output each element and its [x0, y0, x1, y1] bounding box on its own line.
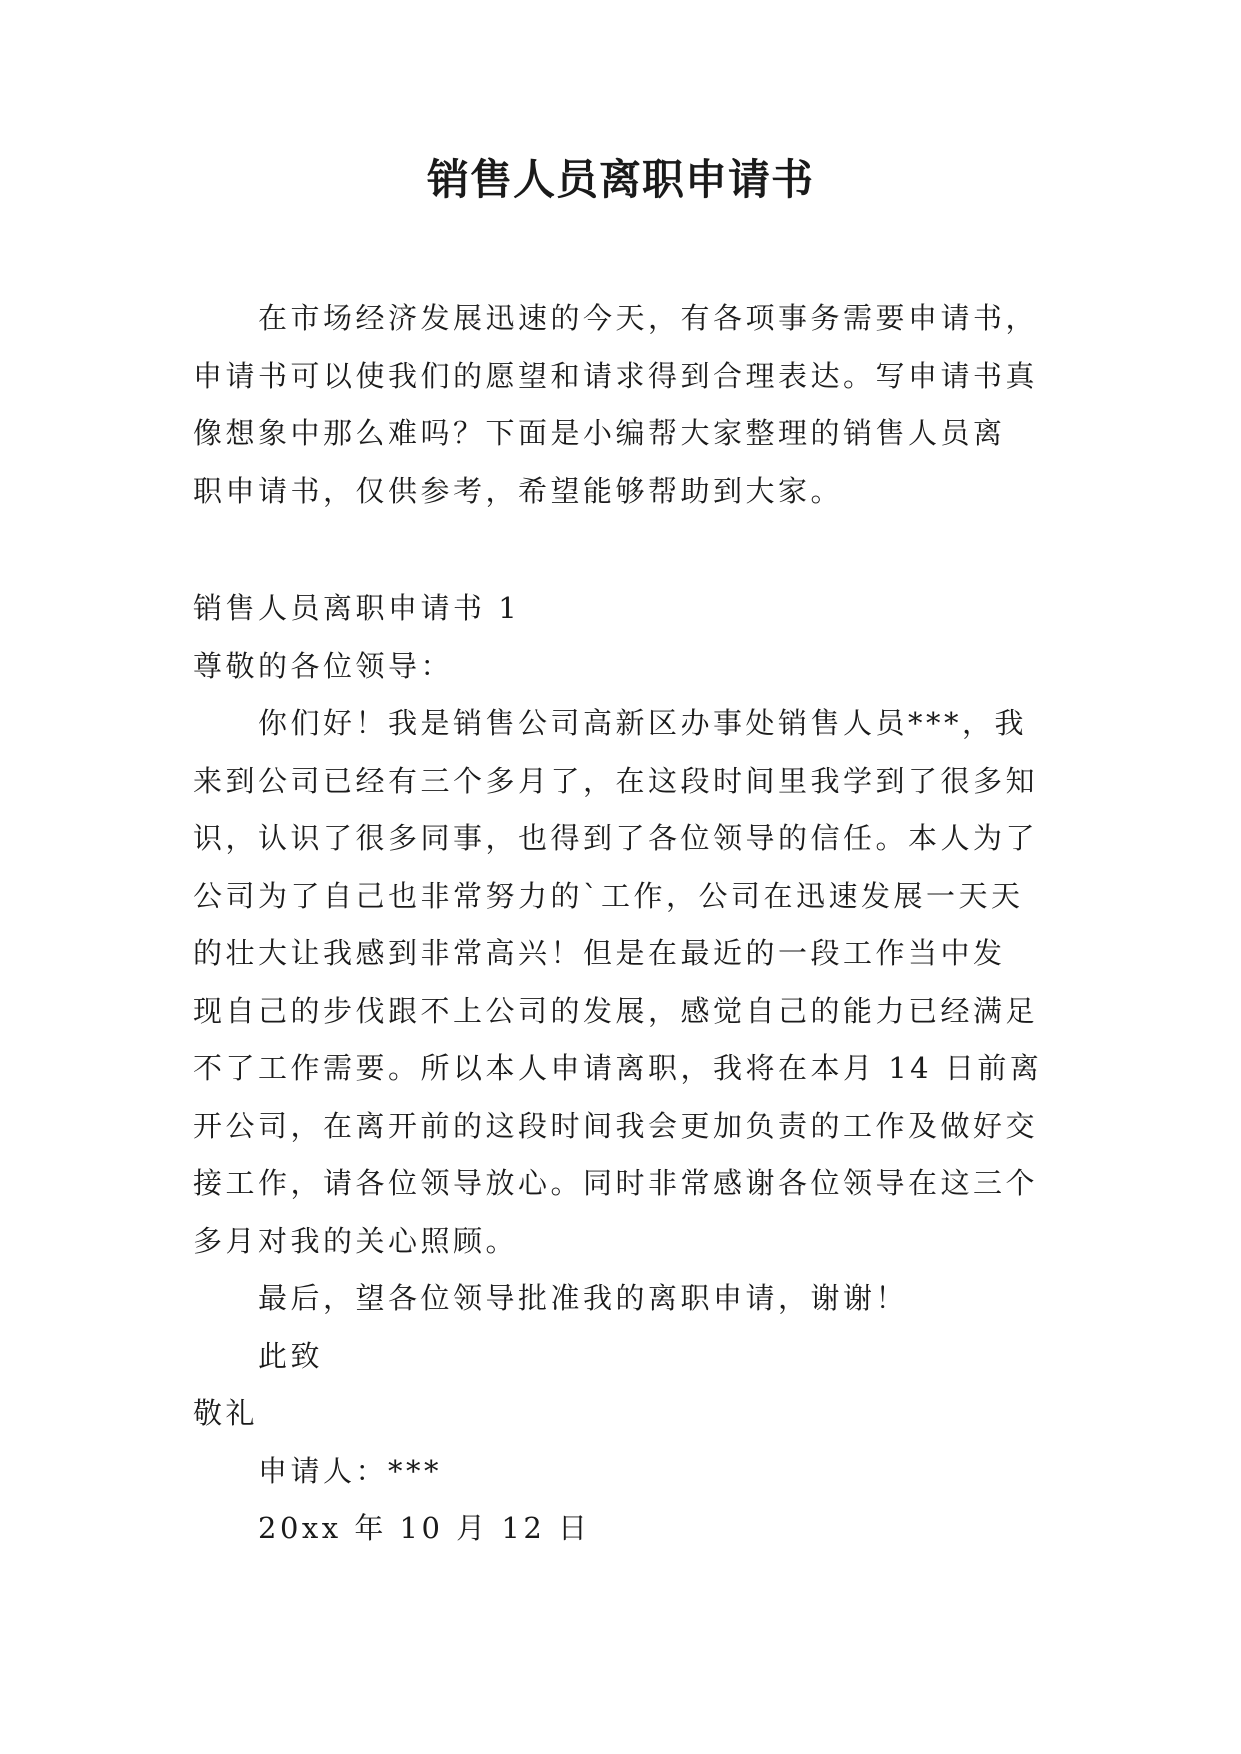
regards: 敬礼	[193, 1396, 259, 1430]
intro-line: 职申请书，仅供参考，希望能够帮助到大家。	[193, 473, 844, 508]
application-date: 20xx 年 10 月 12 日	[258, 1511, 591, 1545]
letter-section	[193, 580, 1055, 1558]
intro-paragraph	[193, 290, 1055, 520]
applicant-signature: 申请人：***	[258, 1453, 443, 1488]
closing-request: 最后，望各位领导批准我的离职申请，谢谢！	[258, 1281, 909, 1315]
section-heading: 销售人员离职申请书 1	[193, 591, 521, 625]
body-line: 识，认识了很多同事，也得到了各位领导的信任。本人为了	[193, 821, 1039, 855]
body-line: 不了工作需要。所以本人申请离职，我将在本月 14 日前离	[193, 1051, 1043, 1085]
body-line: 你们好！我是销售公司高新区办事处销售人员***，我	[258, 706, 1028, 740]
body-line: 接工作，请各位领导放心。同时非常感谢各位领导在这三个	[193, 1166, 1039, 1200]
intro-line: 申请书可以使我们的愿望和请求得到合理表达。写申请书真	[193, 358, 1039, 393]
closing-phrase: 此致	[258, 1338, 324, 1373]
body-line: 的壮大让我感到非常高兴！但是在最近的一段工作当中发	[193, 936, 1006, 970]
intro-line: 在市场经济发展迅速的今天，有各项事务需要申请书，	[258, 301, 1039, 335]
body-line: 现自己的步伐跟不上公司的发展，感觉自己的能力已经满足	[193, 993, 1039, 1028]
body-line: 开公司，在离开前的这段时间我会更加负责的工作及做好交	[193, 1108, 1039, 1143]
body-line: 多月对我的关心照顾。	[193, 1223, 519, 1258]
body-line: 来到公司已经有三个多月了，在这段时间里我学到了很多知	[193, 763, 1039, 798]
body-line: 公司为了自己也非常努力的`工作，公司在迅速发展一天天	[193, 878, 1024, 913]
document-title: 销售人员离职申请书	[426, 155, 814, 204]
intro-line: 像想象中那么难吗？下面是小编帮大家整理的销售人员离	[193, 416, 1006, 450]
letter-body-paragraph	[193, 695, 1055, 1270]
salutation: 尊敬的各位领导：	[193, 648, 454, 683]
